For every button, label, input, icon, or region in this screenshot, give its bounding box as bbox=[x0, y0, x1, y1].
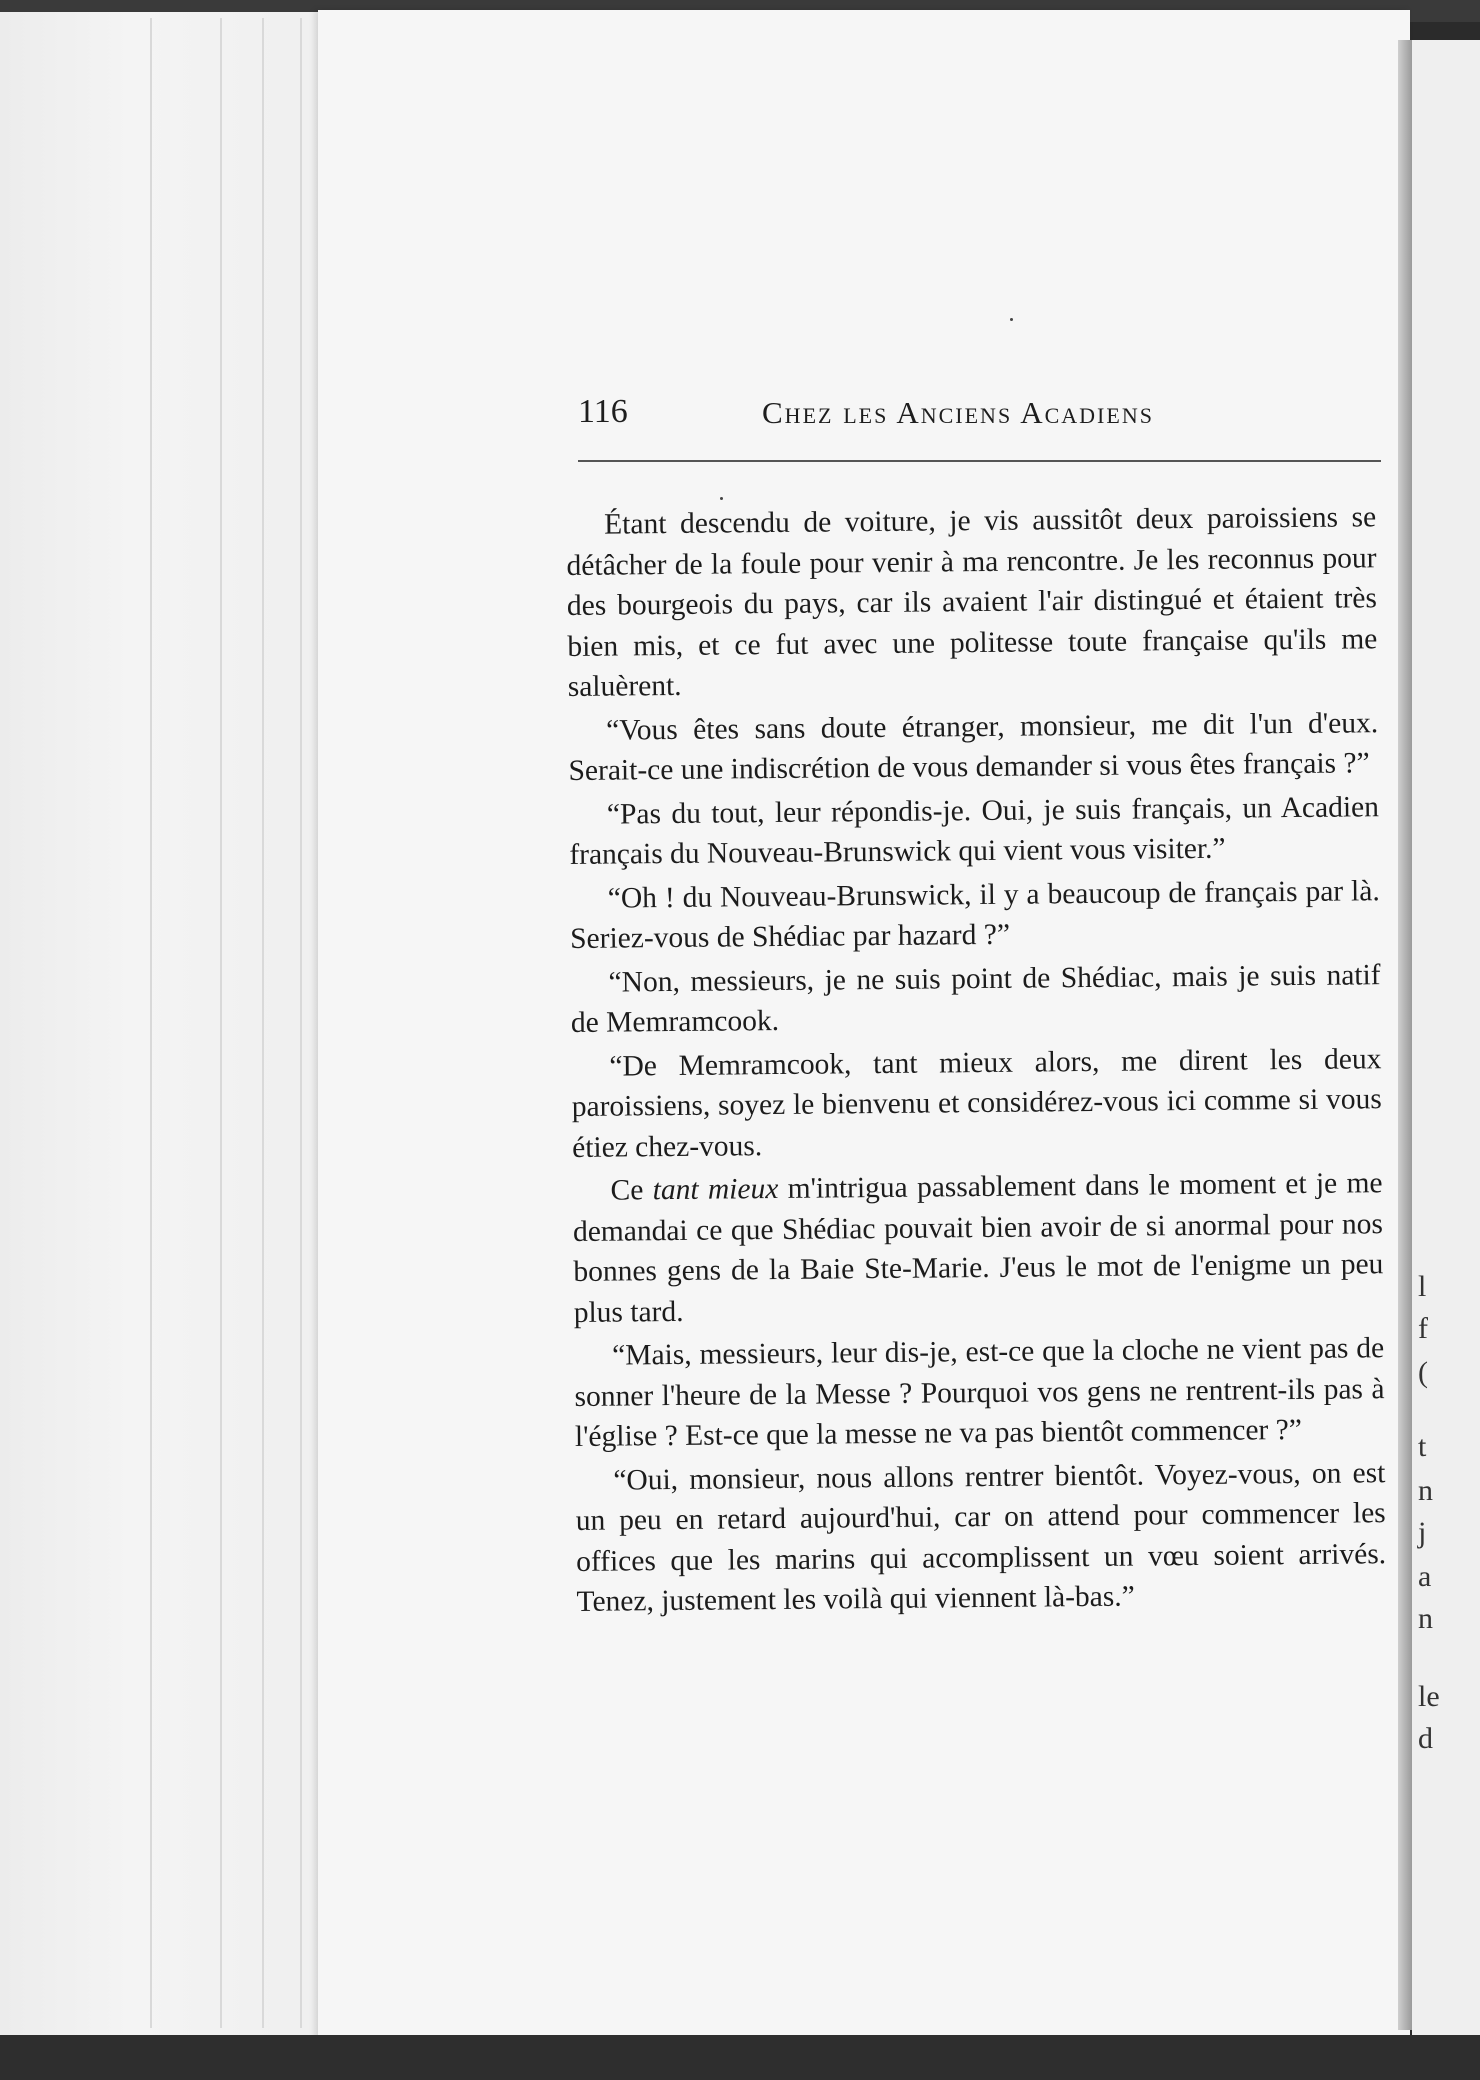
page-edge-line bbox=[220, 18, 222, 2028]
page-edge-line bbox=[300, 18, 302, 2028]
facing-page-letter: n bbox=[1418, 1602, 1433, 1635]
header-rule bbox=[578, 460, 1381, 462]
facing-page-letter: f bbox=[1418, 1312, 1428, 1345]
body-text bbox=[566, 497, 1387, 1625]
book-page-edges bbox=[0, 12, 330, 2037]
facing-page-fragment bbox=[1412, 40, 1480, 2035]
paragraph: “De Memramcook, tant mieux alors, me dirent les deux paroissiens, soyez le bienvenu et considérez-vous ici comme si vous étiez chez-vous. bbox=[571, 1042, 1382, 1164]
page-number: 116 bbox=[578, 393, 628, 430]
facing-page-letter: t bbox=[1418, 1430, 1427, 1463]
scan-speck bbox=[720, 497, 723, 500]
italic-phrase: tant mieux bbox=[652, 1172, 779, 1207]
page-header bbox=[0, 383, 1480, 433]
facing-page-letter: l bbox=[1418, 1270, 1427, 1303]
paragraph: “Oui, monsieur, nous allons rentrer bientôt. Voyez-vous, on est un peu en retard aujourd'hui, car on attend pour commencer les offices que les marins qui accomplissent un vœu soient arrivés. Tenez, justement les voilà qui viennent là-bas.” bbox=[575, 1456, 1387, 1618]
page-edge-line bbox=[150, 18, 152, 2028]
facing-page-letter: le bbox=[1418, 1680, 1440, 1713]
facing-page-letter: ( bbox=[1418, 1356, 1428, 1389]
running-title: Chez les Anciens Acadiens bbox=[762, 395, 1154, 430]
paragraph: Étant descendu de voiture, je vis aussitôt deux paroissiens se détâcher de la foule pour venir à ma rencontre. Je les reconnus pour des bourgeois du pays, car ils avaient l'air distingué et étaient très bien mis, et ce fut avec une politesse toute française qu'ils me saluèrent. bbox=[566, 501, 1378, 703]
facing-page-letter: a bbox=[1418, 1560, 1432, 1593]
paragraph: “Non, messieurs, je ne suis point de Shédiac, mais je suis natif de Memramcook. bbox=[570, 958, 1381, 1039]
paragraph: “Oh ! du Nouveau-Brunswick, il y a beaucoup de français par là. Seriez-vous de Shédiac par hazard ?” bbox=[570, 874, 1380, 955]
facing-page-letter: n bbox=[1418, 1474, 1433, 1507]
facing-page-letter: d bbox=[1418, 1722, 1433, 1755]
facing-page-letter: j bbox=[1418, 1516, 1427, 1549]
scan-speck bbox=[1010, 318, 1013, 321]
paragraph-text: m'intrigua passablement dans le moment et je me demandai ce que Shédiac pouvait bien avoir de si anormal pour nos bonnes gens de la Baie Ste-Marie. J'eus le mot de l'enigme un peu plus tard. bbox=[572, 1167, 1384, 1329]
page-gutter-shadow bbox=[1398, 40, 1412, 2030]
scan-bottom-border bbox=[0, 2035, 1480, 2080]
paragraph: “Vous êtes sans doute étranger, monsieur, me dit l'un d'eux. Serait-ce une indiscrétion de vous demander si vous êtes français ?” bbox=[568, 706, 1379, 787]
paragraph: “Pas du tout, leur répondis-je. Oui, je suis français, un Acadien français du Nouveau-Brunswick qui vient vous visiter.” bbox=[569, 790, 1380, 871]
paragraph-text: Ce bbox=[610, 1174, 653, 1207]
paragraph bbox=[572, 1163, 1384, 1333]
page-edge-line bbox=[262, 18, 264, 2028]
paragraph: “Mais, messieurs, leur dis-je, est-ce que la cloche ne vient pas de sonner l'heure de la Messe ? Pourquoi vos gens ne rentrent-ils pas à l'église ? Est-ce que la messe ne va pas bientôt commencer ?” bbox=[574, 1332, 1385, 1453]
